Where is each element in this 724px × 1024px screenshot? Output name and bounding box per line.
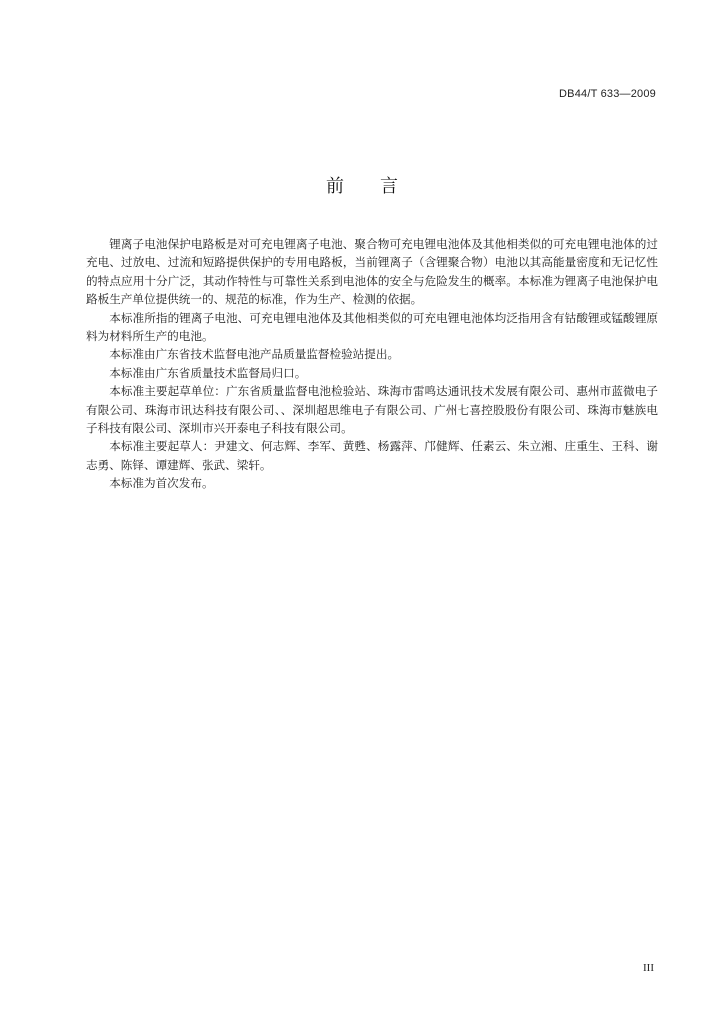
paragraph-drafters: 本标准主要起草人：尹建文、何志辉、李军、黄甦、杨露萍、邝健辉、任素云、朱立湘、庄重生、王科、谢志勇、陈铎、谭建辉、张武、梁轩。 [86,439,658,472]
paragraph-drafting-units: 本标准主要起草单位：广东省质量监督电池检验站、珠海市雷鸣达通讯技术发展有限公司、惠州市蓝微电子有限公司、珠海市讯达科技有限公司、、深圳超思维电子有限公司、广州七喜控股股份有限公司、珠海市魅族电子科技有限公司、深圳市兴开泰电子科技有限公司。 [86,384,658,436]
document-code: DB44/T 633—2009 [559,88,656,100]
paragraph-first-release: 本标准为首次发布。 [109,476,214,491]
paragraph-proposer: 本标准由广东省技术监督电池产品质量监督检验站提出。 [109,347,400,362]
foreword-body [86,235,658,493]
paragraph-scope: 本标准所指的锂离子电池、可充电锂电池体及其他相类似的可充电锂电池体均泛指用含有钴酸锂或锰酸锂原料为材料所生产的电池。 [86,310,658,344]
page-number: III [643,962,654,974]
paragraph-intro: 锂离子电池保护电路板是对可充电锂离子电池、聚合物可充电锂电池体及其他相类似的可充电锂电池体的过充电、过放电、过流和短路提供保护的专用电路板，当前锂离子（含锂聚合物）电池以其高能量密度和无记忆性的特点应用十分广泛，其动作特性与可靠性关系到电池体的安全与危险发生的概率。本标准为锂离子电池保护电路板生产单位提供统一的、规范的标准，作为生产、检测的依据。 [86,237,658,307]
paragraph-administrator: 本标准由广东省质量技术监督局归口。 [109,365,307,380]
page-title: 前言 [326,176,434,197]
